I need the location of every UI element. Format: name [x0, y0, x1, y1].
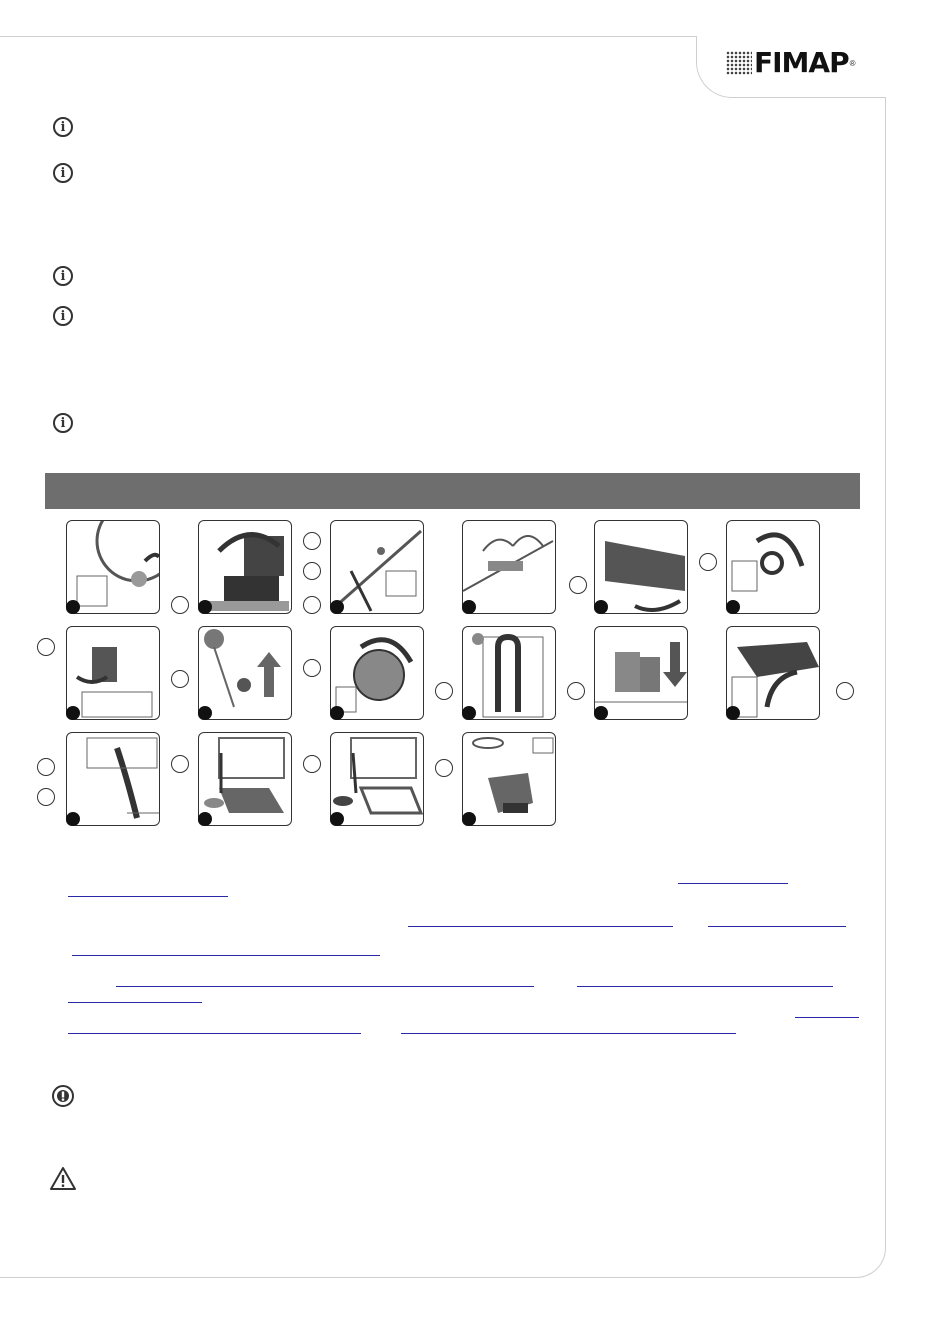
- figure-number-badge: [66, 706, 80, 720]
- callout-circle: [569, 576, 587, 594]
- figure-10: [462, 626, 556, 720]
- figure-number-badge: [330, 706, 344, 720]
- figure-number-badge: [462, 706, 476, 720]
- figure-14: [198, 732, 292, 826]
- warning-triangle-icon: [49, 1166, 77, 1192]
- hyperlink-underline[interactable]: [795, 1017, 859, 1018]
- figure-number-badge: [66, 600, 80, 614]
- fimap-logo: [726, 48, 856, 78]
- hyperlink-underline[interactable]: [408, 926, 673, 927]
- figure-4: [462, 520, 556, 614]
- hyperlink-underline[interactable]: [401, 1033, 736, 1034]
- figure-number-badge: [594, 600, 608, 614]
- logo-text: FIMAP: [754, 46, 849, 79]
- callout-circle: [37, 638, 55, 656]
- hyperlink-underline[interactable]: [68, 1002, 202, 1003]
- figure-9: [330, 626, 424, 720]
- callout-circle: [303, 659, 321, 677]
- callout-circle: [435, 682, 453, 700]
- callout-circle: [171, 596, 189, 614]
- callout-circle: [37, 758, 55, 776]
- callout-circle: [303, 755, 321, 773]
- figure-number-badge: [198, 600, 212, 614]
- hyperlink-underline[interactable]: [116, 986, 534, 987]
- callout-circle: [303, 562, 321, 580]
- figure-2: [198, 520, 292, 614]
- section-header-bar: [45, 473, 860, 509]
- figure-6: [726, 520, 820, 614]
- figure-3: [330, 520, 424, 614]
- figure-number-badge: [726, 706, 740, 720]
- figure-number-badge: [198, 706, 212, 720]
- info-icon: i: [53, 266, 73, 286]
- info-icon: i: [53, 117, 73, 137]
- figure-15: [330, 732, 424, 826]
- figure-number-badge: [462, 600, 476, 614]
- figure-number-badge: [198, 812, 212, 826]
- callout-circle: [567, 682, 585, 700]
- figure-5: [594, 520, 688, 614]
- callout-circle: [435, 759, 453, 777]
- info-icon: i: [53, 163, 73, 183]
- hyperlink-underline[interactable]: [68, 1033, 361, 1034]
- hyperlink-underline[interactable]: [68, 896, 228, 897]
- figure-12: [726, 626, 820, 720]
- callout-circle: [303, 532, 321, 550]
- logo-dot-grid: [726, 51, 752, 75]
- figure-8: [198, 626, 292, 720]
- figure-number-badge: [330, 600, 344, 614]
- info-icon: i: [53, 413, 73, 433]
- hyperlink-underline[interactable]: [72, 955, 380, 956]
- callout-circle: [836, 682, 854, 700]
- info-icon: i: [53, 306, 73, 326]
- figure-13: [66, 732, 160, 826]
- figure-1: [66, 520, 160, 614]
- hyperlink-underline[interactable]: [678, 883, 788, 884]
- logo-registered-mark: ®: [849, 58, 856, 68]
- callout-circle: [171, 670, 189, 688]
- callout-circle: [699, 553, 717, 571]
- hyperlink-underline[interactable]: [708, 926, 846, 927]
- figure-16: [462, 732, 556, 826]
- figure-number-badge: [330, 812, 344, 826]
- attention-icon: [51, 1084, 75, 1108]
- figure-number-badge: [594, 706, 608, 720]
- figure-number-badge: [66, 812, 80, 826]
- callout-circle: [37, 788, 55, 806]
- hyperlink-underline[interactable]: [577, 986, 833, 987]
- figure-number-badge: [726, 600, 740, 614]
- figure-7: [66, 626, 160, 720]
- callout-circle: [171, 755, 189, 773]
- figure-number-badge: [462, 812, 476, 826]
- figure-11: [594, 626, 688, 720]
- callout-circle: [303, 596, 321, 614]
